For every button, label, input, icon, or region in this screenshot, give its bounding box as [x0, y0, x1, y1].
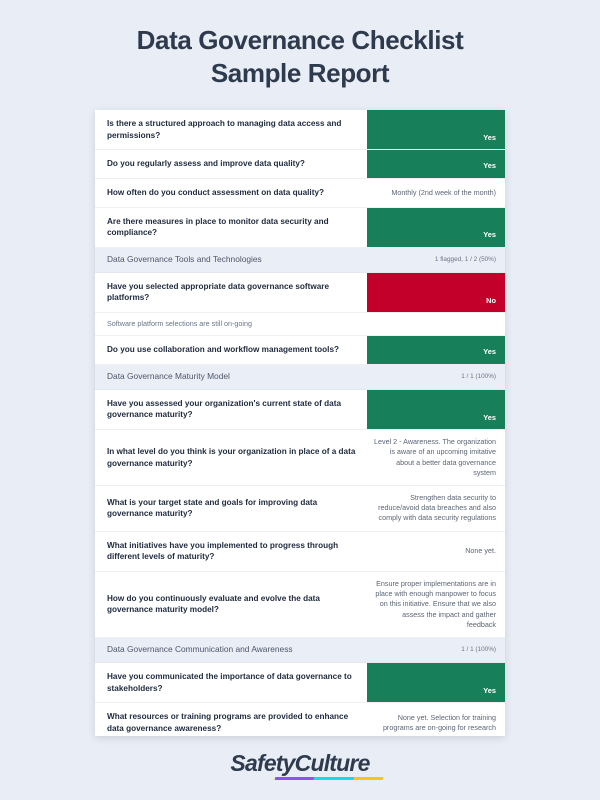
question-cell [95, 663, 367, 702]
question-cell [95, 532, 367, 571]
table-row [95, 572, 505, 638]
question-cell [95, 208, 367, 247]
answer-cell [367, 703, 505, 736]
question-text: In what level do you think is your organization in place of a data governance maturity? [107, 446, 356, 468]
table-row [95, 390, 505, 430]
answer-text: Monthly (2nd week of the month) [391, 187, 496, 197]
report-card [95, 110, 505, 736]
table-row [95, 430, 505, 486]
logo-word-culture: Culture [294, 750, 370, 776]
logo-underline-icon [275, 777, 384, 780]
answer-cell-pass [367, 663, 505, 702]
section-header-row [95, 365, 505, 390]
page-title-line-1: Data Governance Checklist [136, 25, 464, 55]
section-title-cell [95, 365, 367, 389]
question-text: Do you regularly assess and improve data quality? [107, 159, 305, 169]
answer-text: 1 / 1 (100%) [461, 373, 496, 381]
answer-cell-pass [367, 208, 505, 247]
status-badge: Yes [483, 412, 496, 422]
answer-cell-pass [367, 150, 505, 178]
brand-footer [0, 752, 600, 780]
answer-cell [367, 638, 505, 662]
section-title-cell [95, 638, 367, 662]
question-text: Have you assessed your organization's current state of data governance maturity? [107, 398, 341, 420]
question-text: Have you selected appropriate data governance software platforms? [107, 281, 330, 303]
question-cell [95, 390, 367, 429]
answer-text: Ensure proper implementations are in place with enough manpower to focus on this initiative. Ensure that we also assess the impact and gather feedback [375, 578, 496, 629]
section-title: Data Governance Tools and Technologies [107, 253, 262, 264]
note-row [95, 313, 505, 336]
table-row [95, 179, 505, 208]
logo-word-safety: Safety [230, 750, 295, 776]
table-row [95, 110, 505, 150]
checklist-rows [95, 110, 505, 736]
answer-cell [367, 365, 505, 389]
status-badge: Yes [483, 685, 496, 695]
table-row [95, 150, 505, 179]
table-row [95, 486, 505, 532]
answer-cell [367, 179, 505, 207]
question-text: How do you continuously evaluate and evolve the data governance maturity model? [107, 593, 320, 615]
table-row [95, 663, 505, 703]
question-cell [95, 273, 367, 312]
underline-segment-yellow [353, 777, 383, 780]
answer-text: 1 flagged, 1 / 2 (50%) [434, 256, 496, 264]
question-cell [95, 703, 367, 736]
answer-cell [367, 248, 505, 272]
section-title-cell [95, 248, 367, 272]
answer-text: Level 2 - Awareness. The organization is aware of an upcoming imitative about a better data governance system [374, 437, 496, 477]
question-text: Is there a structured approach to managing data access and permissions? [107, 119, 342, 140]
answer-text: None yet. [465, 546, 496, 556]
page-title-line-2: Sample Report [210, 58, 390, 89]
question-text: Are there measures in place to monitor data security and compliance? [107, 216, 329, 238]
question-text: What resources or training programs are provided to enhance data governance awareness? [107, 712, 349, 733]
table-row [95, 208, 505, 248]
status-badge: Yes [483, 132, 496, 142]
question-text: How often do you conduct assessment on data quality? [107, 187, 324, 197]
section-header-row [95, 248, 505, 273]
question-cell [95, 179, 367, 207]
question-cell [95, 430, 367, 485]
question-text: What is your target state and goals for improving data governance maturity? [107, 497, 318, 519]
question-text: Do you use collaboration and workflow management tools? [107, 345, 340, 355]
answer-text: None yet. Selection for training programs are on-going for research [382, 712, 496, 732]
page-title [0, 0, 600, 91]
answer-cell-pass [367, 336, 505, 364]
table-row [95, 703, 505, 736]
status-badge: Yes [483, 347, 496, 357]
answer-cell [367, 430, 505, 485]
question-text: What initiatives have you implemented to progress through different levels of maturity? [107, 540, 339, 562]
answer-cell [367, 313, 505, 335]
status-badge: No [486, 295, 496, 305]
answer-cell-pass [367, 110, 505, 149]
underline-segment-purple [275, 777, 315, 780]
question-cell [95, 572, 367, 637]
question-text: Software platform selections are still on-going [107, 319, 253, 329]
table-row [95, 273, 505, 313]
answer-cell [367, 572, 505, 637]
answer-text: 1 / 1 (100%) [461, 646, 496, 654]
question-cell [95, 110, 367, 149]
status-badge: Yes [483, 161, 496, 171]
question-cell [95, 336, 367, 364]
answer-cell-pass [367, 390, 505, 429]
question-cell [95, 150, 367, 178]
question-text: Have you communicated the importance of data governance to stakeholders? [107, 671, 352, 693]
question-cell [95, 313, 367, 335]
question-cell [95, 486, 367, 531]
section-title: Data Governance Maturity Model [107, 370, 230, 381]
answer-cell [367, 486, 505, 531]
status-badge: Yes [483, 230, 496, 240]
underline-segment-cyan [314, 777, 354, 780]
safetyculture-logo [230, 752, 369, 775]
table-row [95, 532, 505, 572]
section-title: Data Governance Communication and Awareness [107, 644, 293, 655]
answer-cell [367, 532, 505, 571]
table-row [95, 336, 505, 365]
answer-text: Strengthen data security to reduce/avoid data breaches and also comply with data security regulations [378, 492, 496, 523]
section-header-row [95, 638, 505, 663]
answer-cell-fail [367, 273, 505, 312]
